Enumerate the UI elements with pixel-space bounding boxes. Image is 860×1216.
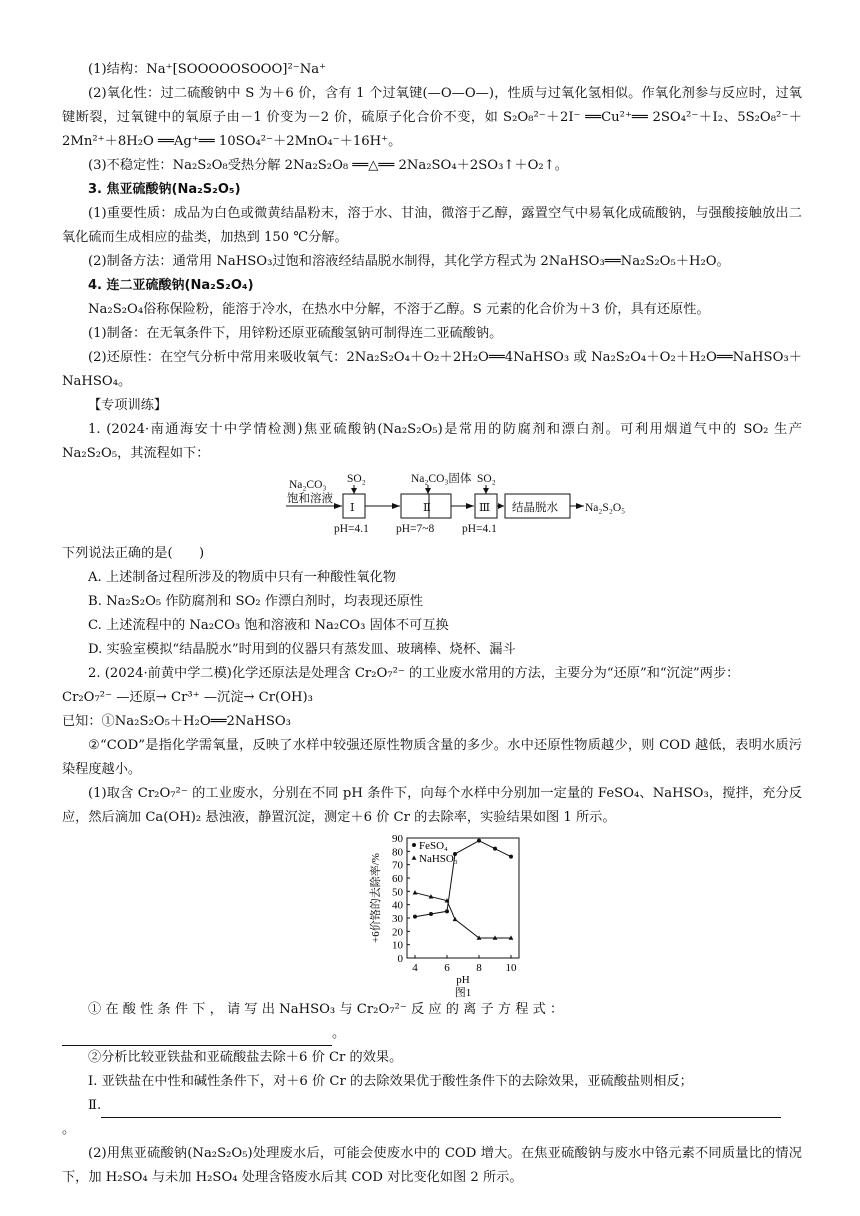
training-heading: 【专项训练】 [88, 398, 168, 413]
y-tick-label: 30 [392, 913, 403, 925]
heading-sodium-dithionite: 4. 连二亚硫酸钠(Na₂S₂O₄) [88, 278, 254, 293]
x-tick-label: 8 [476, 962, 482, 974]
chart-svg [62, 830, 802, 998]
y-tick-label: 20 [392, 926, 403, 939]
question-2-scheme: Cr₂O₇²⁻ —还原→ Cr³⁺ —沉淀→ Cr(OH)₃ [62, 690, 313, 705]
dithionite-intro: Na₂S₂O₄俗称保险粉，能溶于冷水，在热水中分解，不溶于乙醇。S 元素的化合价为＋3 价，具有还原性。 [88, 302, 710, 317]
flow-product: Na₂S₂O₅ [585, 502, 626, 514]
analysis-point-2[interactable] [62, 1094, 802, 1118]
data-point-1 [477, 839, 481, 843]
data-point-1 [413, 915, 417, 919]
series-line-2 [415, 893, 511, 938]
flow-box-2: Ⅱ [423, 502, 431, 514]
flow-box-3: Ⅲ [479, 502, 491, 514]
flow-box-1: Ⅰ [350, 502, 355, 514]
data-point-2 [453, 917, 458, 921]
question-2-part-1: (1)取含 Cr₂O₇²⁻ 的工业废水，分别在不同 pH 条件下，向每个水样中分别加一定量的 FeSO₄、NaHSO₃，搅拌，充分反应，然后滴加 Ca(OH)₂ 悬浊液，静置沉淀，测定＋6 价 Cr 的去除率，实验结果如图 1 所示。 [62, 786, 802, 825]
y-tick-label: 50 [392, 886, 403, 899]
y-tick-label: 40 [392, 899, 403, 912]
option-b: B. Na₂S₂O₅ 作防腐剂和 SO₂ 作漂白剂时，均表现还原性 [88, 594, 424, 609]
option-d: D. 实验室模拟“结晶脱水”时用到的仪器只有蒸发皿、玻璃棒、烧杯、漏斗 [88, 642, 516, 657]
flow-box-crystallize: 结晶脱水 [512, 502, 558, 514]
process-flow-diagram [62, 468, 802, 560]
analysis-point-1: Ⅰ. 亚铁盐在中性和碱性条件下，对＋6 价 Cr 的去除效果优于酸性条件下的去除效果，亚硫酸盐则相反； [88, 1074, 693, 1089]
heading-sodium-metabisulfite: 3. 焦亚硫酸钠(Na₂S₂O₅) [88, 182, 241, 197]
x-tick-label: 4 [412, 962, 418, 974]
y-tick-label: 0 [397, 953, 403, 965]
answer-blank-1[interactable] [62, 1030, 332, 1046]
figure-1-chart [62, 830, 802, 998]
y-axis-label: +6价铬的去除率/% [370, 853, 382, 943]
flow-solid-input: Na₂CO₃固体 [411, 473, 472, 485]
x-tick-label: 6 [444, 962, 450, 974]
flow-ph-1: pH=4.1 [334, 523, 369, 535]
analysis-point-2-label: Ⅱ. [88, 1098, 102, 1113]
flow-ph-3: pH=4.1 [462, 523, 497, 535]
question-2-sub-2: ②分析比较亚铁盐和亚硫酸盐去除＋6 价 Cr 的效果。 [88, 1050, 403, 1065]
metabisulfite-properties: (1)重要性质：成品为白色或微黄结晶粉末，溶于水、甘油，微溶于乙醇，露置空气中易氧化成硫酸钠，与强酸接触放出二氧化硫而生成相应的盐类，加热到 150 ℃分解。 [62, 206, 802, 245]
legend-label-1: FeSO₄ [419, 840, 448, 852]
instability-paragraph: (3)不稳定性：Na₂S₂O₈受热分解 2Na₂S₂O₈ ══△══ 2Na₂SO₄＋2SO₃↑＋O₂↑。 [88, 158, 568, 173]
flow-so2-input-2: SO₂ [477, 473, 496, 485]
legend-marker-1 [412, 843, 416, 847]
data-point-1 [509, 855, 513, 859]
flow-so2-input-1: SO₂ [347, 473, 366, 485]
legend-marker-2 [412, 855, 417, 859]
y-tick-label: 60 [392, 873, 403, 885]
question-2-part-2: (2)用焦亚硫酸钠(Na₂S₂O₅)处理废水后，可能会使废水中的 COD 增大。在焦亚硫酸钠与废水中铬元素不同质量比的情况下，加 H₂SO₄ 与未加 H₂SO₄ 处理含铬废水后其 COD 对比变化如图 2 所示。 [62, 1146, 802, 1185]
y-tick-label: 10 [392, 939, 403, 952]
metabisulfite-preparation: (2)制备方法：通常用 NaHSO₃过饱和溶液经结晶脱水制得，其化学方程式为 2NaHSO₃══Na₂S₂O₅＋H₂O。 [88, 254, 730, 269]
question-2-stem: 2. (2024·前黄中学二模)化学还原法是处理含 Cr₂O₇²⁻ 的工业废水常用的方法，主要分为“还原”和“沉淀”两步： [88, 666, 740, 681]
y-tick-label: 80 [392, 846, 403, 859]
dithionite-reducing: (2)还原性：在空气分析中常用来吸收氧气：2Na₂S₂O₄＋O₂＋2H₂O══4NaHSO₃ 或 Na₂S₂O₄＋O₂＋H₂O══NaHSO₃＋NaHSO₄。 [62, 350, 802, 389]
answer-end-mark-2: 。 [62, 1122, 76, 1137]
chart-title: 图1 [454, 987, 472, 998]
flow-reactant: Na₂CO₃ [289, 479, 327, 491]
answer-line-1[interactable] [62, 1022, 802, 1046]
y-tick-label: 70 [392, 859, 403, 872]
question-2-known-1: 已知：①Na₂S₂O₅＋H₂O══2NaHSO₃ [62, 714, 291, 729]
option-c: C. 上述流程中的 Na₂CO₃ 饱和溶液和 Na₂CO₃ 固体不可互换 [88, 618, 449, 633]
flow-ph-2: pH=7~8 [396, 523, 435, 535]
data-point-1 [445, 909, 449, 913]
question-2-known-2: ②“COD”是指化学需氧量，反映了水样中较强还原性物质含量的多少。水中还原性物质越少，则 COD 越低，表明水质污染程度越小。 [62, 738, 802, 777]
x-tick-label: 10 [505, 962, 517, 974]
flow-svg [62, 468, 802, 560]
question-2-sub-1: ① 在 酸 性 条 件 下 ， 请 写 出 NaHSO₃ 与 Cr₂O₇²⁻ 反 应 的 离 子 方 程 式 ： [88, 1002, 564, 1017]
question-1-stem: 1. (2024·南通海安十中学情检测)焦亚硫酸钠(Na₂S₂O₅)是常用的防腐剂和漂白剂。可利用烟道气中的 SO₂ 生产 Na₂S₂O₅，其流程如下： [62, 422, 802, 461]
oxidizing-paragraph: (2)氧化性：过二硫酸钠中 S 为＋6 价，含有 1 个过氧键(—O—O—)，性质与过氧化氢相似。作氧化剂参与反应时，过氧键断裂，过氧键中的氧原子由－1 价变为－2 价，硫原子化合价不变，如 S₂O₈²⁻＋2I⁻ ══Cu²⁺══ 2SO₄²⁻＋I₂、5S₂O₈²⁻＋2Mn²⁺＋8H₂O ══Ag⁺══ 10SO₄²⁻＋2MnO₄⁻＋16H⁺。 [62, 86, 802, 149]
y-tick-label: 90 [392, 833, 403, 845]
structure-line: (1)结构：Na⁺[SOOOOOSOOO]²⁻Na⁺ [88, 62, 327, 77]
data-point-1 [429, 912, 433, 916]
question-1-ask: 下列说法正确的是( ) [62, 546, 205, 561]
dithionite-preparation: (1)制备：在无氧条件下，用锌粉还原亚硫酸氢钠可制得连二亚硫酸钠。 [88, 326, 503, 341]
legend-label-2: NaHSO₃ [419, 853, 458, 865]
document-page [62, 58, 802, 1190]
option-a: A. 上述制备过程所涉及的物质中只有一种酸性氧化物 [88, 570, 397, 585]
answer-end-mark-1: 。 [332, 1026, 346, 1041]
flow-reactant-solution: 饱和溶液 [287, 493, 333, 505]
data-point-2 [413, 890, 418, 894]
x-axis-label: pH [456, 974, 470, 986]
data-point-1 [493, 847, 497, 851]
answer-blank-2[interactable] [101, 1102, 781, 1118]
